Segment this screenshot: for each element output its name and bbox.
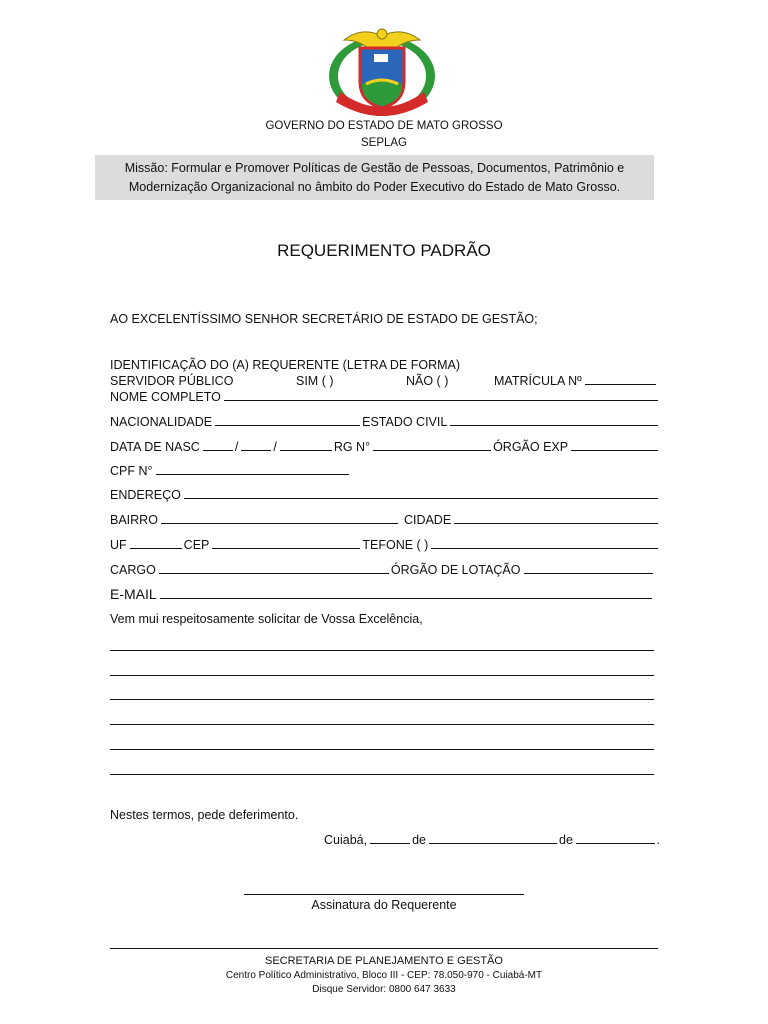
government-name: GOVERNO DO ESTADO DE MATO GROSSO: [265, 120, 503, 132]
date-end-period: .: [656, 833, 660, 847]
nao-checkbox[interactable]: NÃO ( ): [406, 374, 449, 388]
servidor-label: SERVIDOR PÚBLICO: [110, 374, 234, 388]
matricula-label: MATRÍCULA Nº: [494, 374, 582, 388]
telefone-field[interactable]: [431, 547, 658, 549]
orgao-lotacao-field[interactable]: [524, 572, 654, 574]
request-line[interactable]: [110, 774, 654, 775]
orgao-exp-field[interactable]: [571, 449, 658, 451]
telefone-label: TEFONE ( ): [362, 538, 429, 552]
cidade-label: CIDADE: [403, 513, 452, 527]
orgao-exp-label: ÓRGÃO EXP: [493, 440, 569, 454]
rg-label: RG N°: [333, 440, 371, 454]
date-separator-1: /: [234, 440, 239, 454]
cpf-label: CPF N°: [110, 464, 153, 478]
cep-label: CEP: [183, 538, 210, 552]
signature-label: Assinatura do Requerente: [311, 898, 457, 912]
uf-field[interactable]: [130, 547, 182, 549]
mission-line-1: Missão: Formular e Promover Políticas de Gestão de Pessoas, Documentos, Patrimônio e: [124, 161, 625, 175]
matricula-field[interactable]: [585, 383, 656, 385]
cidade-field[interactable]: [454, 522, 658, 524]
estado-civil-label: ESTADO CIVIL: [362, 415, 448, 429]
nome-label: NOME COMPLETO: [110, 390, 221, 404]
closing-text: Nestes termos, pede deferimento.: [110, 808, 299, 822]
request-intro: Vem mui respeitosamente solicitar de Vossa Excelência,: [110, 612, 423, 626]
bairro-label: BAIRRO: [110, 513, 158, 527]
date-year-field[interactable]: [576, 842, 655, 844]
nacionalidade-label: NACIONALIDADE: [110, 415, 213, 429]
request-line[interactable]: [110, 699, 654, 700]
birth-day-field[interactable]: [203, 449, 233, 451]
date-de-2: de: [559, 833, 573, 847]
request-line[interactable]: [110, 724, 654, 725]
orgao-lotacao-label: ÓRGÃO DE LOTAÇÃO: [390, 563, 521, 577]
sim-checkbox[interactable]: SIM ( ): [296, 374, 334, 388]
date-separator-2: /: [273, 440, 277, 454]
email-label: E-MAIL: [110, 586, 157, 602]
cargo-field[interactable]: [159, 572, 389, 574]
date-month-field[interactable]: [429, 842, 557, 844]
mission-line-2: Modernização Organizacional no âmbito do Poder Executivo do Estado de Mato Grosso.: [128, 180, 621, 194]
request-line[interactable]: [110, 650, 654, 651]
data-nasc-label: DATA DE NASC: [110, 440, 200, 454]
estado-civil-field[interactable]: [450, 424, 658, 426]
endereco-field[interactable]: [184, 497, 658, 499]
footer-address: Centro Político Administrativo, Bloco III - CEP: 78.050-970 - Cuiabá-MT: [225, 970, 543, 981]
city-label: Cuiabá,: [324, 833, 368, 847]
bairro-field[interactable]: [161, 522, 398, 524]
cep-field[interactable]: [212, 547, 360, 549]
identification-heading: IDENTIFICAÇÃO DO (A) REQUERENTE (LETRA DE FORMA): [110, 358, 461, 372]
birth-year-field[interactable]: [280, 449, 332, 451]
request-line[interactable]: [110, 749, 654, 750]
footer-divider: [110, 948, 658, 949]
cargo-label: CARGO: [110, 563, 156, 577]
addressee: AO EXCELENTÍSSIMO SENHOR SECRETÁRIO DE ESTADO DE GESTÃO;: [110, 312, 538, 326]
footer-secretariat: SECRETARIA DE PLANEJAMENTO E GESTÃO: [265, 955, 503, 967]
birth-month-field[interactable]: [241, 449, 271, 451]
agency-name: SEPLAG: [360, 137, 408, 149]
email-field[interactable]: [160, 597, 652, 599]
date-de-1: de: [412, 833, 426, 847]
state-coat-of-arms: [326, 18, 438, 118]
date-day-field[interactable]: [370, 842, 410, 844]
rg-field[interactable]: [373, 449, 491, 451]
endereco-label: ENDEREÇO: [110, 488, 181, 502]
page-title: REQUERIMENTO PADRÃO: [277, 241, 491, 260]
signature-line[interactable]: [244, 894, 524, 895]
request-line[interactable]: [110, 675, 654, 676]
footer-phone: Disque Servidor: 0800 647 3633: [312, 984, 456, 995]
nome-field[interactable]: [224, 399, 658, 401]
nacionalidade-field[interactable]: [215, 424, 360, 426]
uf-label: UF: [110, 538, 127, 552]
cpf-field[interactable]: [156, 473, 350, 475]
mission-box: [95, 155, 654, 200]
